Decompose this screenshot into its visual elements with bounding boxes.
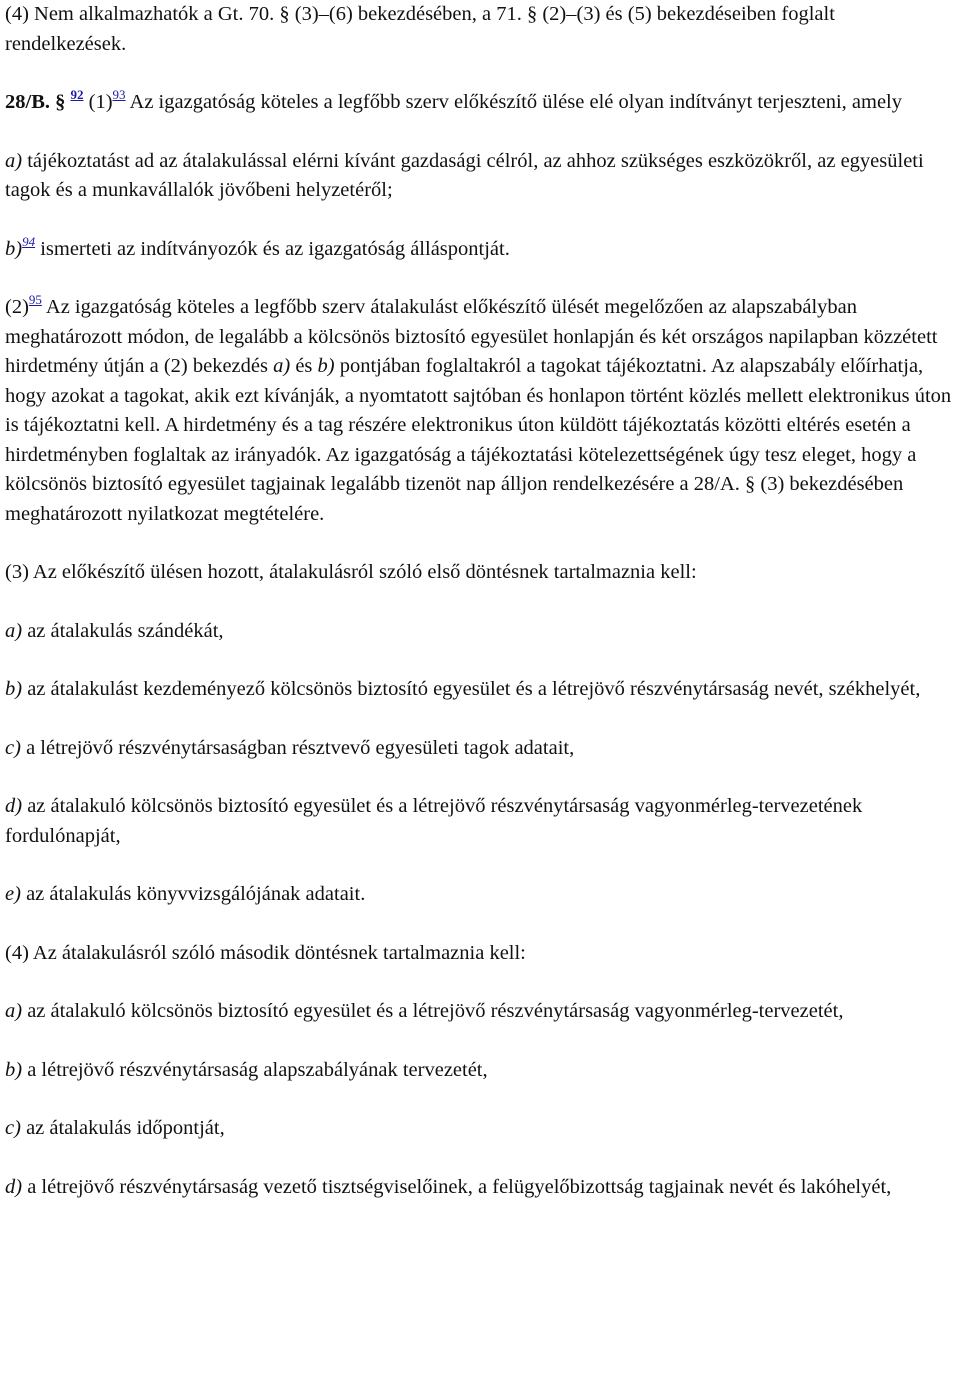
p3-item-d — [5, 792, 957, 851]
p4-item-d — [5, 1173, 957, 1203]
footnote-link-95[interactable]: 95 — [28, 292, 42, 307]
paragraph-number: (2) — [5, 296, 29, 318]
item-text: az átalakuló kölcsönös biztosító egyesület és a létrejövő részvénytársaság vagyonmérleg-tervezetét, — [27, 1000, 844, 1022]
item-text: az átalakulás időpontját, — [26, 1117, 225, 1139]
item-label: d) — [5, 795, 23, 817]
footnote-link-94[interactable]: 94 — [22, 233, 36, 249]
p4-item-c — [5, 1114, 957, 1144]
item-label: a) — [5, 619, 23, 642]
item-label: a) — [5, 149, 23, 172]
paragraph-text: Az igazgatóság köteles a legfőbb szerv előkészítő ülése elé olyan indítványt terjeszteni, amely — [129, 91, 902, 113]
p4-item-a — [5, 997, 957, 1027]
p3-item-e — [5, 880, 957, 910]
p4-item-b — [5, 1056, 957, 1086]
paragraph-text: (4) Nem alkalmazhatók a Gt. 70. § (3)–(6) bekezdésében, a 71. § (2)–(3) és (5) bekezdéseiben foglalt rendelkezések. — [5, 3, 835, 55]
item-text: az átalakuló kölcsönös biztosító egyesület és a létrejövő részvénytársaság vagyonmérleg-tervezetének fordulónapját, — [5, 795, 863, 847]
item-text: a létrejövő részvénytársaság vezető tisztségviselőinek, a felügyelőbizottság tagjainak nevét és lakóhelyét, — [27, 1175, 892, 1198]
paragraph-text-part-1: Az igazgatóság köteles a legfőbb szerv átalakulást előkészítő ülését megelőzően az alapszabályban meghatározott módon, de legalább a kölcsönös biztosító egyesület honlapján és két országos napilapban közzétett hirdetmény útján a (2) bekezdés — [5, 296, 938, 377]
paragraph-4-previous — [5, 0, 957, 59]
item-label: b) — [5, 1058, 23, 1081]
item-label: c) — [5, 736, 21, 759]
item-label: b) — [5, 678, 23, 700]
item-a — [5, 147, 957, 206]
paragraph-text-part-2: pontjában foglaltakról a tagokat tájékoztatni. Az alapszabály előírhatja, hogy azokat a tagokat, akik ezt kívánják, a nyomtatott sajtóban és honlapon történt közlés mellett elektronikus úton is tájékoztatni kell. A hirdetmény és a tag részére elektronikus úton küldött tájékoztatás közötti eltérés esetén a hirdetményben foglaltak az irányadók. Az igazgatóság a tájékoztatási kötelezettségének úgy tesz eleget, hogy a kölcsönös biztosító egyesület tagjainak legalább tizenöt nap álljon rendelkezésére a 28/A. § (3) bekezdésében meghatározott nyilatkozat megtételére. — [5, 355, 952, 525]
item-text: az átalakulást kezdeményező kölcsönös biztosító egyesület és a létrejövő részvénytársaság nevét, székhelyét, — [27, 678, 921, 700]
paragraph-text: (3) Az előkészítő ülésen hozott, átalakulásról szóló első döntésnek tartalmaznia kell: — [5, 561, 697, 583]
item-text: a létrejövő részvénytársaság alapszabályának tervezetét, — [27, 1058, 488, 1081]
inline-conjunction: és — [295, 355, 313, 377]
document-page — [5, 0, 957, 1231]
footnote-link-93[interactable]: 93 — [112, 87, 126, 102]
item-label: d) — [5, 1175, 23, 1198]
section-28b-paragraph-2 — [5, 293, 957, 529]
p3-item-c — [5, 734, 957, 764]
item-text: a létrejövő részvénytársaságban résztvevő egyesületi tagok adatait, — [26, 736, 575, 759]
item-label: b) — [5, 237, 23, 260]
item-text: az átalakulás könyvvizsgálójának adatait. — [26, 883, 366, 905]
item-b — [5, 235, 957, 265]
section-28b-paragraph-4 — [5, 939, 957, 969]
paragraph-text: (4) Az átalakulásról szóló második döntésnek tartalmaznia kell: — [5, 941, 526, 964]
section-28b-paragraph-1 — [5, 88, 957, 118]
item-label: e) — [5, 883, 21, 905]
footnote-link-92[interactable]: 92 — [70, 87, 84, 102]
section-28b-paragraph-3 — [5, 558, 957, 588]
inline-point-b: b) — [317, 355, 335, 377]
item-label: a) — [5, 1000, 23, 1022]
item-label: c) — [5, 1117, 21, 1139]
item-text: ismerteti az indítványozók és az igazgatóság álláspontját. — [40, 237, 510, 260]
p3-item-b — [5, 675, 957, 705]
inline-point-a: a) — [273, 355, 291, 377]
p3-item-a — [5, 617, 957, 647]
paragraph-number: (1) — [88, 91, 113, 113]
item-text: az átalakulás szándékát, — [27, 619, 224, 642]
item-text: tájékoztatást ad az átalakulással elérni kívánt gazdasági célról, az ahhoz szükséges eszközökről, az egyesületi tagok és a munkavállalók jövőbeni helyzetéről; — [5, 149, 924, 201]
section-number: 28/B. § — [5, 91, 66, 113]
